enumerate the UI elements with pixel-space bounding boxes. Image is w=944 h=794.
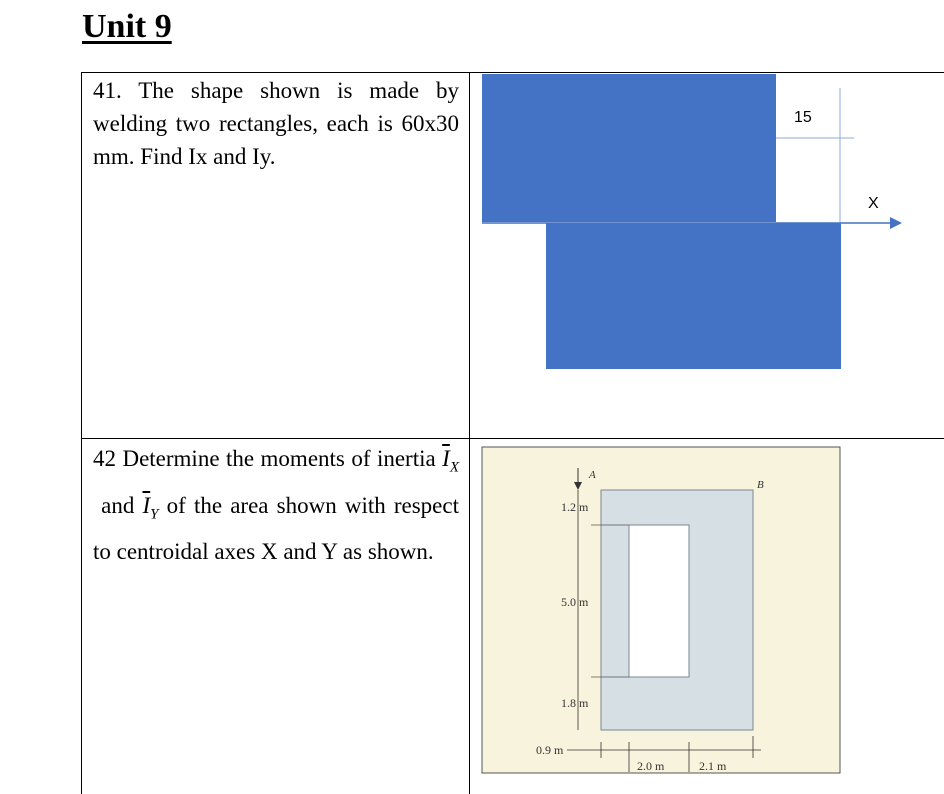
dim-bottom-label: 1.8 m [561,696,589,710]
ix-subscript: X [449,459,460,476]
problem-42-figure [481,446,843,776]
dimension-label-15: 15 [794,109,812,126]
table-border-top [81,72,944,73]
table-row-divider [81,438,944,439]
page-title: Unit 9 [82,8,172,45]
problem-42-text-mid: and [93,492,143,518]
iy-symbol: $\overline{I}$ [142,492,151,518]
x-axis-arrowhead [890,217,902,229]
point-b-label: B [757,479,764,491]
dim-inner-width-label: 2.0 m [637,759,665,773]
problem-42-text-after: of the area shown with respect to centroidal axes X and Y as shown. [93,492,459,565]
problem-41-figure [472,74,944,374]
problem-41-text: 41. The shape shown is made by welding two rectangles, each is 60x30 mm. Find Ix and Iy. [93,78,459,169]
dim-mid-label: 5.0 m [561,595,589,609]
iy-subscript: Y [150,506,159,523]
upper-rectangle [482,74,776,222]
table-border-left [81,72,82,794]
dim-left-label: 0.9 m [536,743,564,757]
x-axis-label: X [868,195,879,212]
problem-42-text [93,440,459,570]
lower-rectangle [546,223,841,369]
inner-cutout [629,525,689,677]
problem-42-text-before: 42 Determine the moments of inertia [93,446,436,471]
dim-top-label: 1.2 m [561,500,589,514]
table-column-divider [469,72,470,794]
point-a-label: A [589,469,596,481]
dim-right-width-label: 2.1 m [699,759,727,773]
ix-symbol: $\overline{I}$ [442,446,450,471]
